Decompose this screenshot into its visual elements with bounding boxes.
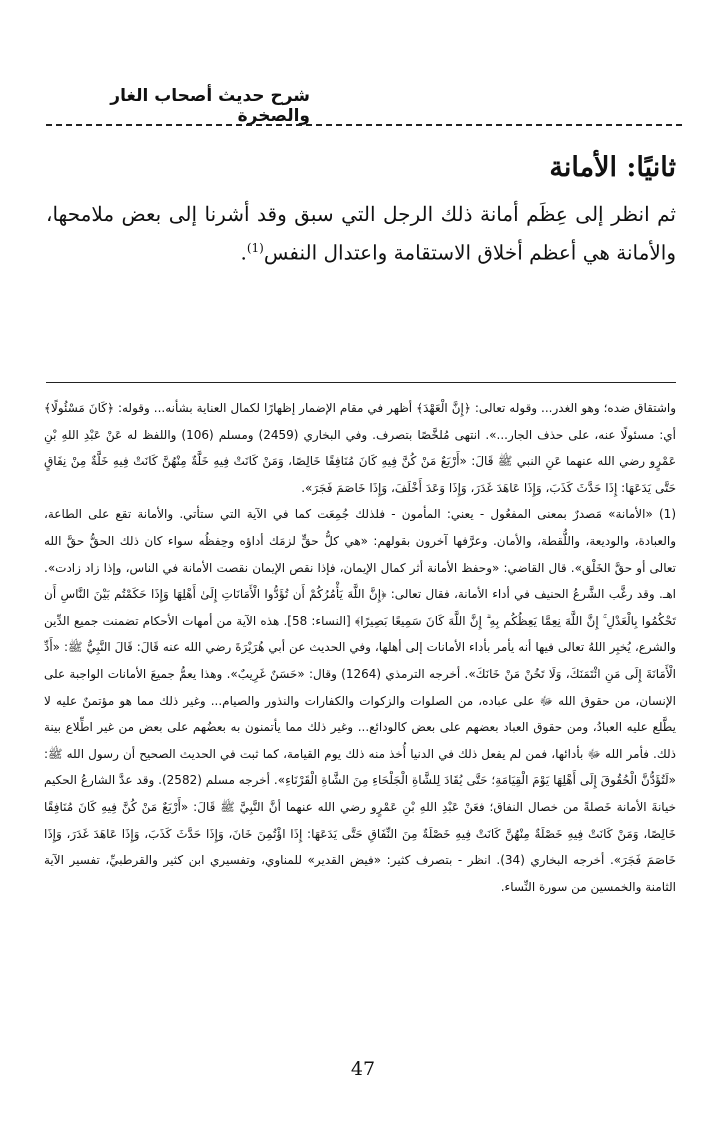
header-divider [46,124,682,126]
footnote-continuation: واشتقاق ضده؛ وهو الغدر... وقوله تعالى: ﴿إِنَّ الْعَهْدَ﴾ أظهر في مقام الإضمار إظهارًا لكمال العناية بشأنه... وقوله: ﴿كَانَ مَسْئُولًا﴾ أي: مسئولًا عنه، على حذف الجار...». انتهى مُلخَّصًا بتصرف. وفي البخاري (2459) ومسلم (106) واللفظ له عَنْ عَبْدِ اللهِ بْنِ عَمْرٍو رضي الله عنهما عَنِ النبي ﷺ قَالَ: «أَرْبَعٌ مَنْ كُنَّ فِيهِ كَانَ مُنَافِقًا خَالِصًا، وَمَنْ كَانَتْ فِيهِ خَلَّةٌ مِنْهُنَّ كَانَتْ فِيهِ خَلَّةٌ مِنْ نِفَاقٍ حَتَّى يَدَعَهَا: إِذَا حَدَّثَ كَذَبَ، وَإِذَا عَاهَدَ غَدَرَ، وَإِذَا وَعَدَ أَخْلَفَ، وَإِذَا خَاصَمَ فَجَرَ». [44,401,677,495]
body-text: ثم انظر إلى عِظَم أمانة ذلك الرجل التي سبق وقد أشرنا إلى بعض ملامحها، والأمانة هي أعظم أخلاق الاستقامة واعتدال النفس [46,202,676,265]
body-paragraph [46,197,676,270]
running-header: شرح حديث أصحاب الغار والصخرة [110,86,310,126]
footnotes [44,395,676,900]
footnote-divider [46,382,676,383]
footnote-ref: (1) [246,241,264,255]
section-title: ثانيًا: الأمانة [549,152,676,183]
footnote-1: (1) «الأمانة» مَصدرٌ بمعنى المفعُول - يعني: المأمون - فلذلك جُمِعَت كما في الآية التي ستأتي. والأمانة تقع على الطاعة، والعبادة، والوديعة، واللُّقطة، والأمان. وعرَّفها آخرون بقولهم: «هي كلُّ حقٍّ لزمَك أداؤه وحِفظُه سواء كان ذلك الحقُّ حقَّ الله تعالى أو حقَّ الخَلْق». قال القاضي: «وحفظ الأمانة أثر كمال الإيمان، فإذا نقص الإيمان نقصت الأمانة في الناس، وإذا زاد زادت». اهـ. وقد رغَّب الشَّرعُ الحنيف في أداء الأمانة، فقال تعالى: ﴿إِنَّ اللَّهَ يَأْمُرُكُمْ أَن تُؤَدُّوا الْأَمَانَاتِ إِلَىٰ أَهْلِهَا وَإِذَا حَكَمْتُم بَيْنَ النَّاسِ أَن تَحْكُمُوا بِالْعَدْلِ ۚ إِنَّ اللَّهَ نِعِمَّا يَعِظُكُم بِهِ ۗ إِنَّ اللَّهَ كَانَ سَمِيعًا بَصِيرًا﴾ [النساء: 58]. هذه الآية من أمهات الأحكام تضمنت جميع الدِّين والشرع، يُخبِر اللهُ تعالى فيها أنه يأمر بأداء الأمانات إلى أهلها، وفي الحديث عن أبي هُرَيْرَةَ رضي الله عنه قَالَ: قَالَ النَّبِيُّ ﷺ: «أَدِّ الْأَمَانَةَ إِلَى مَنِ ائْتَمَنَكَ، وَلَا تَخُنْ مَنْ خَانَكَ». أخرجه الترمذي (1264) وقال: «حَسَنٌ غَرِيبٌ». وهذا يعمُّ جميعَ الأمانات الواجبة على الإنسان، من حقوق الله ﷻ على عباده، من الصلوات والزكوات والكفارات والنذور والصيام... وغير ذلك مما هو مؤتمنٌ عليه لا يطَّلع عليه العبادُ، ومن حقوق العباد بعضهم على بعض كالودائع... وغير ذلك مما يأتمنون به بعضُهم على بعض من غير اطِّلاع بينة ذلك. فأمر الله ﷻ بأدائها، فمن لم يفعل ذلك في الدنيا أُخذ منه ذلك يوم القيامة، كما ثبت في الحديث الصحيح أن رسول الله ﷺ: «لَتُؤَدُّنَّ الْحُقُوقَ إِلَى أَهْلِهَا يَوْمَ الْقِيَامَةِ؛ حَتَّى يُقَادَ لِلشَّاةِ الْجَلْحَاءِ مِنَ الشَّاةِ الْقَرْنَاءِ». أخرجه مسلم (2582). وقد عدَّ الشارعُ الحكيم خيانةَ الأمانة خَصلةً من خصال النفاق؛ فعَنْ عَبْدِ اللهِ بْنِ عَمْرٍو رضي الله عنهما أنَّ النَّبِيَّ ﷺ قَالَ: «أَرْبَعٌ مَنْ كُنَّ فِيهِ كَانَ مُنَافِقًا خَالِصًا، وَمَنْ كَانَتْ فِيهِ خَصْلَةٌ مِنْهُنَّ كَانَتْ فِيهِ خَصْلَةٌ مِنَ النِّفَاقِ حَتَّى يَدَعَهَا: إِذَا اؤْتُمِنَ خَانَ، وَإِذَا حَدَّثَ كَذَبَ، وَإِذَا عَاهَدَ غَدَرَ، وَإِذَا خَاصَمَ فَجَرَ». أخرجه البخاري (34). انظر - بتصرف كثير: «فيض القدير» للمناوي، وتفسيري ابن كثير والقرطبيِّ، تفسير الآية الثامنة والخمسين من سورة النِّساء. [44,507,677,894]
body-end: . [240,240,247,265]
page-number: 47 [350,1058,376,1080]
